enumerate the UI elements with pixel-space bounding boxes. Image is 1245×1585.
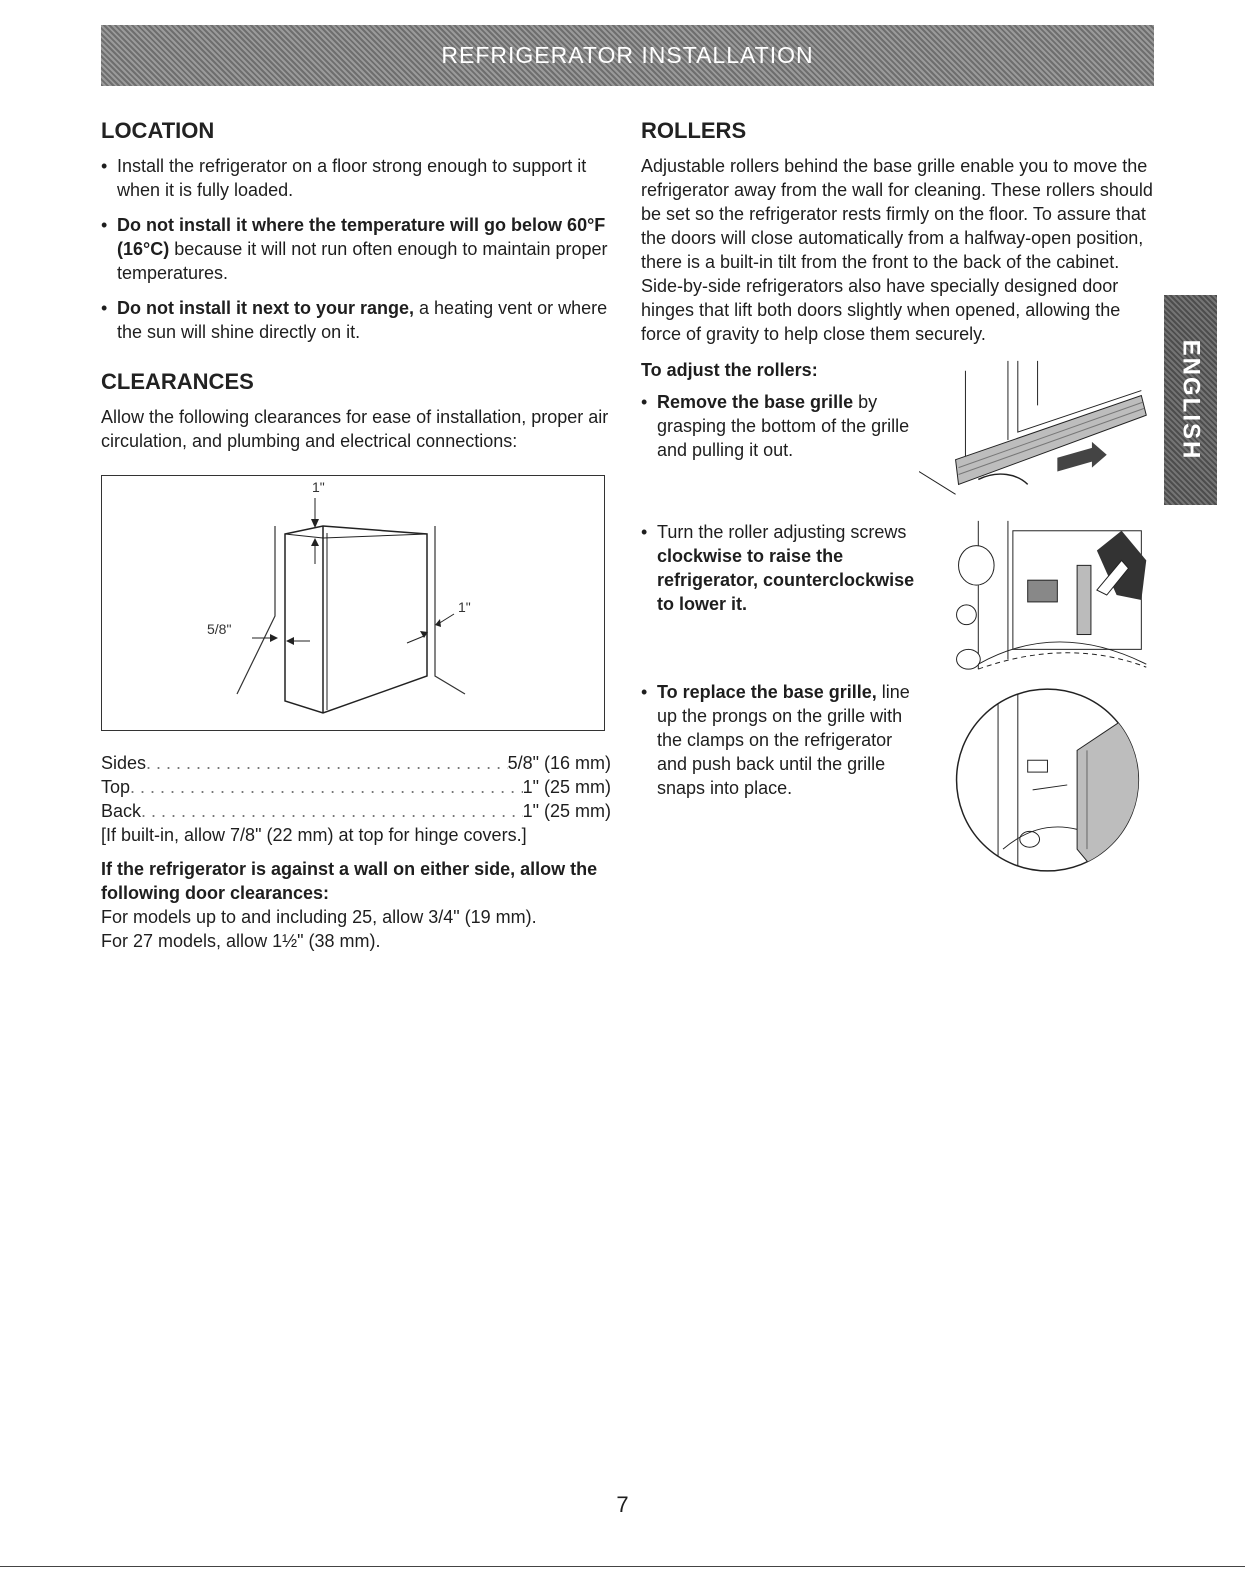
step-text: Turn the roller adjusting screws xyxy=(657,522,907,542)
wall-clearance-line: For models up to and including 25, allow 3/4" (19 mm). xyxy=(101,907,537,927)
roller-step-text xyxy=(641,680,919,880)
rollers-heading: ROLLERS xyxy=(641,118,747,143)
row-label: Back xyxy=(101,801,142,821)
row-value: 5/8" (16 mm) xyxy=(507,753,611,773)
location-item xyxy=(101,296,611,344)
step-bold: Remove the base grille xyxy=(657,392,854,412)
roller-step-text xyxy=(641,390,919,510)
step-bold: clockwise to raise the refrigerator, counterclockwise to lower it. xyxy=(657,546,915,614)
roller-screw-illustration xyxy=(919,520,1156,670)
location-item-text: because it will not run often enough to maintain proper temperatures. xyxy=(117,239,608,283)
page-number: 7 xyxy=(616,1492,629,1517)
banner-title: REFRIGERATOR INSTALLATION xyxy=(441,42,814,68)
location-item-text: a heating vent or where the sun will shine directly on it. xyxy=(117,298,608,342)
clearances-intro: Allow the following clearances for ease of installation, proper air circulation, and plumbing and electrical connections: xyxy=(101,407,609,451)
row-label: Top xyxy=(101,777,131,797)
row-label: Sides xyxy=(101,753,147,773)
top-clearance-label: 1" xyxy=(312,479,325,495)
roller-step xyxy=(641,680,1156,880)
location-list xyxy=(101,154,611,344)
roller-step xyxy=(641,520,1156,670)
location-item xyxy=(101,154,611,202)
location-item-text: Install the refrigerator on a floor strong enough to support it when it is fully loaded. xyxy=(117,156,587,200)
row-value: 1" (25 mm) xyxy=(522,801,611,821)
roller-step-text xyxy=(641,520,919,670)
left-clearance-label: 5/8" xyxy=(207,621,232,637)
wall-clearance-heading: If the refrigerator is against a wall on either side, allow the following door clearances: xyxy=(101,859,598,903)
left-column xyxy=(101,118,611,953)
right-column xyxy=(641,118,1156,890)
clearances-heading: CLEARANCES xyxy=(101,369,254,394)
location-item-bold: Do not install it next to your range, xyxy=(117,298,415,318)
clearance-row xyxy=(101,799,611,823)
clearance-figure xyxy=(101,475,605,731)
roller-step xyxy=(641,390,1156,510)
right-clearance-label: 1" xyxy=(458,599,471,615)
clearance-row xyxy=(101,775,611,799)
page-banner xyxy=(101,25,1154,86)
bottom-rule xyxy=(0,1566,1245,1567)
clearance-table xyxy=(101,751,611,823)
location-item xyxy=(101,213,611,285)
remove-grille-illustration xyxy=(919,360,1156,510)
location-item-bold: Do not install it where the temperature will go below 60°F (16°C) xyxy=(117,215,606,259)
step-text: by grasping the bottom of the grille and pulling it out. xyxy=(657,392,910,460)
replace-grille-illustration xyxy=(919,680,1156,880)
clearance-row xyxy=(101,751,611,775)
refrigerator-clearance-diagram xyxy=(102,476,604,730)
location-heading: LOCATION xyxy=(101,118,215,143)
language-tab-label: ENGLISH xyxy=(1177,339,1205,461)
adjust-rollers-heading: To adjust the rollers: xyxy=(641,360,818,380)
rollers-body: Adjustable rollers behind the base grille enable you to move the refrigerator away from the wall for cleaning. These rollers should be set so the refrigerator rests firmly on the floor. To assure that the doors will close automatically from a halfway-open position, there is a built-in tilt from the front to the back of the cabinet. Side-by-side refrigerators also have specially designed door hinges that lift both doors slightly when opened, allowing the force of gravity to help close them securely. xyxy=(641,156,1153,344)
language-tab xyxy=(1164,295,1217,505)
clearance-note: [If built-in, allow 7/8" (22 mm) at top for hinge covers.] xyxy=(101,825,527,845)
step-bold: To replace the base grille, xyxy=(657,682,877,702)
wall-clearance-line: For 27 models, allow 1½" (38 mm). xyxy=(101,931,381,951)
step-text: line up the prongs on the grille with the clamps on the refrigerator and push back until the grille snaps into place. xyxy=(657,682,910,798)
row-value: 1" (25 mm) xyxy=(522,777,611,797)
